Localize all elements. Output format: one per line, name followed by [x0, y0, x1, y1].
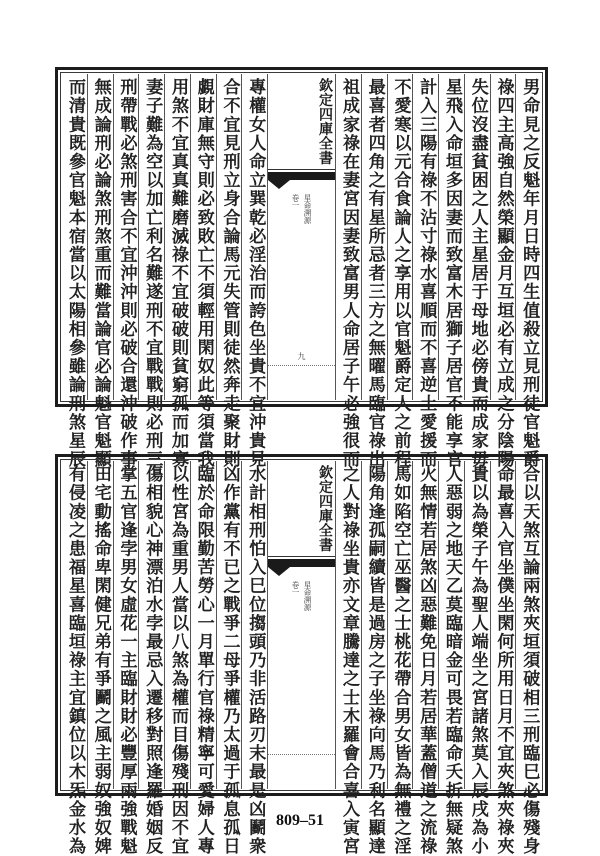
text-column — [138, 461, 164, 856]
text-column — [387, 461, 413, 856]
column-text: 掌五官逢孛男女虛花一主臨財財必豐厚兩強戰魁 — [116, 465, 137, 856]
text-column — [87, 74, 113, 469]
text-column — [335, 461, 361, 856]
column-text: 祿四主高強自然榮顯金月互垣必有立成之分陰陽 — [493, 78, 514, 469]
column-text: 不愛寒以元合食論人之享用以官魁爵定人之前程 — [390, 78, 411, 469]
text-column — [164, 74, 190, 469]
column-text: 命最喜入官坐僕坐閑何所用日月不宜夾煞夾祿夾 — [493, 465, 514, 856]
text-column — [361, 74, 387, 469]
column-text: 祖成家祿在妻宮因妻致富男人命居子午必強很而 — [338, 78, 359, 469]
text-column — [490, 461, 516, 856]
text-column — [412, 74, 438, 469]
text-column — [62, 461, 87, 856]
column-text: 無成論刑必論煞刑煞重而難當論官必論魁官魁顯 — [90, 78, 111, 469]
column-text: 陽角逢孤嗣續皆是過房之子坐祿向馬乃利名顯達 — [364, 465, 385, 856]
column-text: 專權女人命立巽乾必淫治而誇色坐貴不宜沖貴見 — [245, 78, 266, 469]
column-text: 臨於命限勤苦勞心一月單行官祿精寧可愛婦人專 — [193, 465, 214, 856]
text-column — [216, 74, 242, 469]
book-title: 星命溯源 — [303, 194, 312, 224]
text-column — [241, 461, 267, 856]
text-column — [412, 461, 438, 856]
column-text: 刑帶戰必煞刑害合不宜沖沖則必破合還沖破作事 — [116, 78, 137, 469]
column-text: 失位沒盡貧困之人主星居于母地必傍貴而成家毋 — [467, 78, 488, 469]
book-title: 星命溯源 — [303, 581, 312, 611]
column-text: 男命見之反魁年月日時四生值殺立見刑徒官魁爵 — [519, 78, 540, 469]
volume-label: 卷一 — [291, 194, 300, 209]
top-text-columns — [62, 74, 541, 469]
center-ticks — [268, 754, 335, 783]
column-text: 凶作黨有不已之戰爭二母爭權乃太過于孤息孤日 — [219, 465, 240, 856]
text-column — [113, 74, 139, 469]
column-text: 貴以為榮子午為聖人端坐之宮諸煞莫入辰戌為小 — [467, 465, 488, 856]
text-column — [113, 461, 139, 856]
column-text: 田宅動搖命卑閑健兄弟有爭鬬之風主弱奴強奴婢 — [90, 465, 111, 856]
text-column — [335, 74, 361, 469]
text-column — [464, 74, 490, 469]
book-meta — [290, 581, 313, 611]
text-column — [387, 74, 413, 469]
column-text: 馬如陷空亡巫醫之士桃花帶合男女皆為無禮之淫 — [390, 465, 411, 856]
column-text: 而清貴既參官魁本宿當以太陽相參雖論刑煞星辰 — [64, 78, 85, 469]
text-column — [464, 461, 490, 856]
text-column — [87, 461, 113, 856]
leaf-number: 九 — [297, 352, 306, 360]
column-text: 覷財庫無守則必致敗亡不須輕用閑奴此等須當我 — [193, 78, 214, 469]
center-ticks — [268, 365, 335, 394]
text-column — [515, 461, 541, 856]
column-text: 之人對祿坐貴亦文章騰達之士木羅會合喜入寅宮 — [338, 465, 359, 856]
column-text: 有侵凌之患福星喜臨垣祿主宜鎮位以木炁金水為 — [64, 465, 85, 856]
column-text: 火無情若居煞凶惡難免日月若居華蓋僧道之流祿 — [416, 465, 437, 856]
text-column — [490, 74, 516, 469]
series-title: 欽定四庫全書 — [268, 74, 335, 170]
fishtail-mark-icon — [268, 172, 335, 190]
text-column — [138, 74, 164, 469]
text-column — [216, 461, 242, 856]
fishtail-mark-icon — [268, 559, 335, 577]
text-column — [438, 461, 464, 856]
text-column — [438, 74, 464, 469]
page-number: 809–51 — [276, 812, 324, 829]
book-meta — [290, 194, 313, 224]
text-column — [361, 461, 387, 856]
center-fold-column — [267, 461, 335, 789]
column-text: 妻子難為空以加亡利名難遂刑不宜戰戰則必刑三 — [142, 78, 163, 469]
text-column — [190, 74, 216, 469]
series-title: 欽定四庫全書 — [268, 461, 335, 557]
top-half-page — [55, 67, 548, 469]
column-text: 合不宜見刑立身合論馬元失管則徒然奔走聚財則 — [219, 78, 240, 469]
column-text: 最喜者四角之有星所忌者三方之無曜馬臨官祿出 — [364, 78, 385, 469]
text-column — [515, 74, 541, 469]
column-text: 用煞不宜真真難磨滅祿不宜破破則貧窮孤而加寡 — [167, 78, 188, 469]
text-column — [190, 461, 216, 856]
text-column — [241, 74, 267, 469]
column-text: 水計相刑怕入巳位搊頭乃非活路刃末最是凶鬬衆 — [245, 465, 266, 856]
column-text: 以性宮為重男人當以八煞為權而目傷殘刑因不宜 — [167, 465, 188, 856]
text-column — [164, 461, 190, 856]
volume-label: 卷一 — [291, 581, 300, 596]
column-text: 星飛入命垣多因妻而致富木居獅子居官不能享官 — [441, 78, 462, 469]
text-column — [62, 74, 87, 469]
column-text: 傷相貌心神漂泊水孛最忌入遷移對照逢羅婚姻反 — [142, 465, 163, 856]
column-text: 計入三陽有祿不沾寸祿水喜順而不喜逆土愛援而 — [416, 78, 437, 469]
column-text: 人惡弱之地天乙莫臨暗金可畏若臨命夭折無疑煞 — [441, 465, 462, 856]
center-fold-column — [267, 74, 335, 400]
column-text: 合以天煞互論兩煞夾垣須破相三刑臨巳必傷殘身 — [519, 465, 540, 856]
